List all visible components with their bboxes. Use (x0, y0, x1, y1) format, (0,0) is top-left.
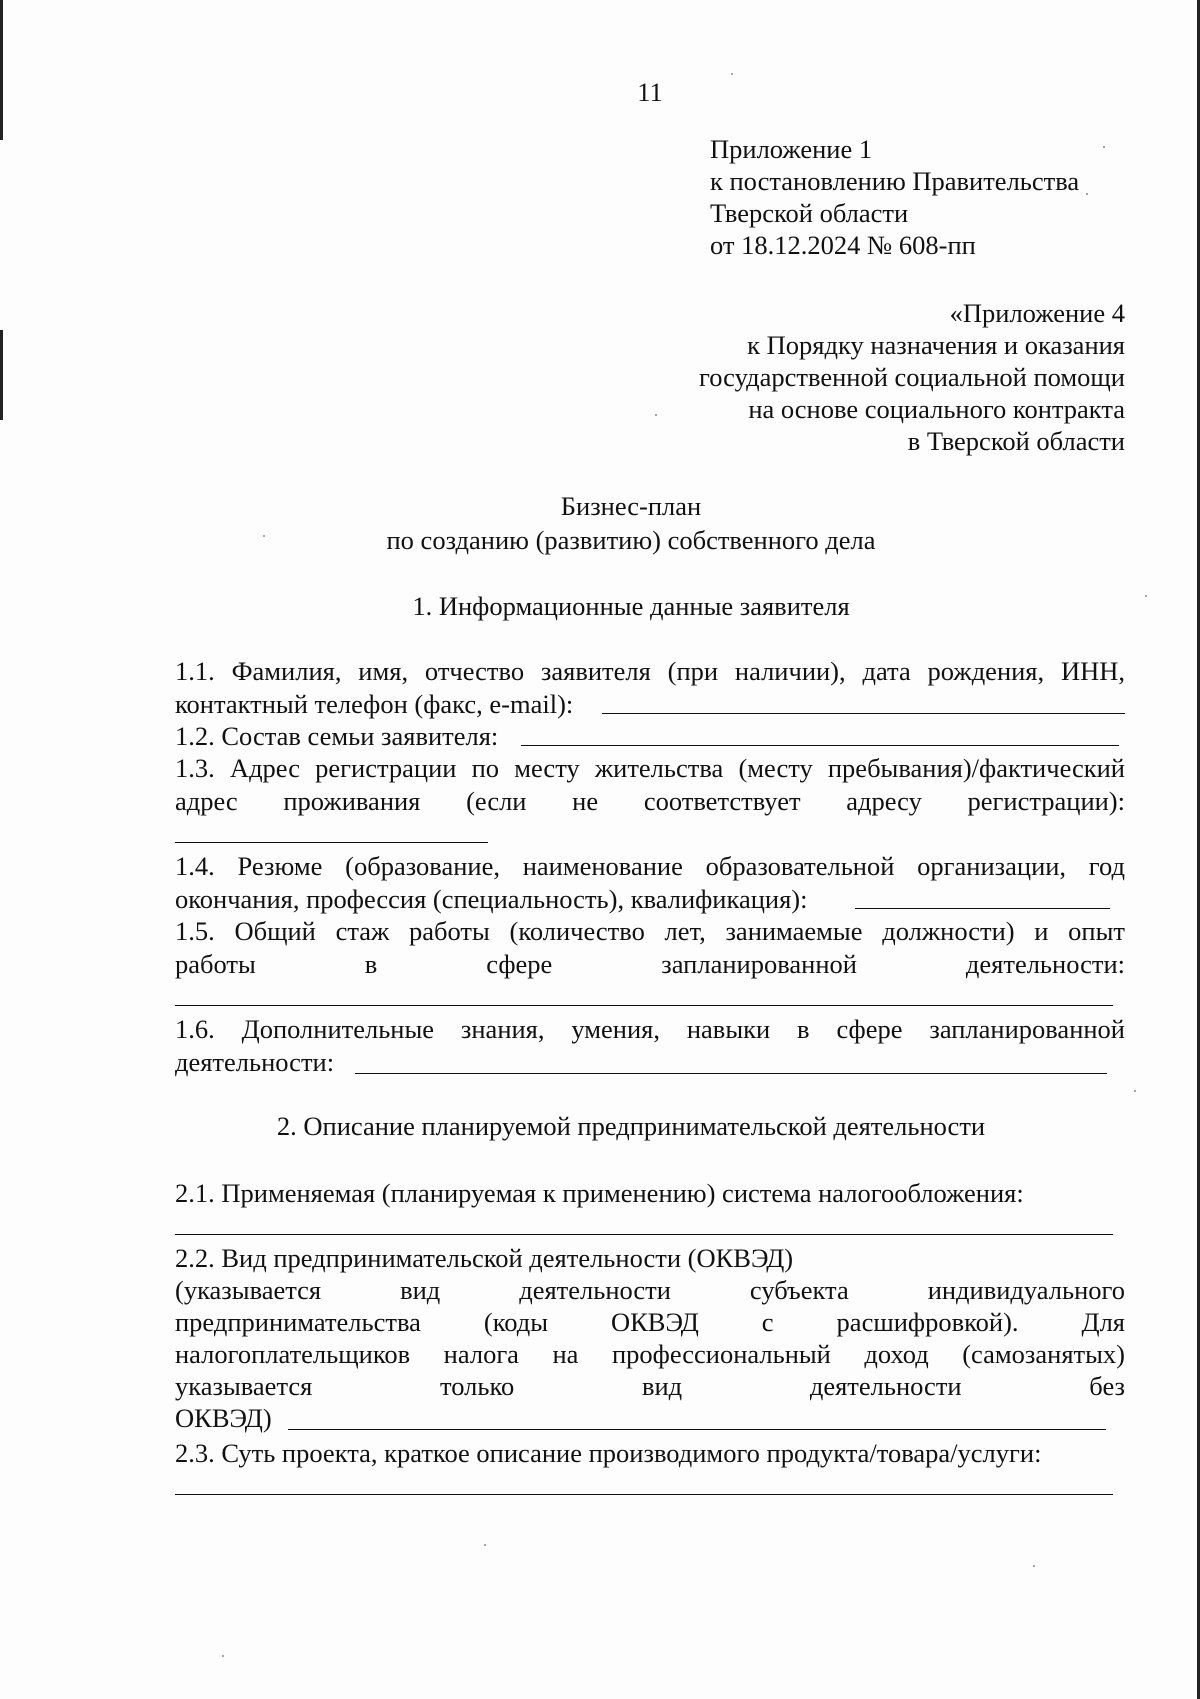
appendix1-line4: от 18.12.2024 № 608-пп (710, 230, 976, 260)
item-2-2-line3: предпринимательства (коды ОКВЭД с расшифровкой). Для (175, 1307, 1125, 1337)
item-2-1-fill-line[interactable] (175, 1234, 1113, 1235)
appendix4-line2: к Порядку назначения и оказания (747, 330, 1125, 360)
item-2-2-line2: (указывается вид деятельности субъекта индивидуального (175, 1275, 1125, 1305)
scan-speck (1033, 1565, 1035, 1567)
item-1-6-fill-line[interactable] (355, 1073, 1107, 1074)
item-1-1-line2: контактный телефон (факс, e-mail): (175, 689, 574, 719)
item-1-3-line1: 1.3. Адрес регистрации по месту жительства (месту пребывания)/фактический (175, 753, 1125, 783)
item-2-2-fill-line[interactable] (288, 1429, 1106, 1430)
appendix1-line2: к постановлению Правительства (710, 166, 1080, 196)
doc-subtitle: по созданию (развитию) собственного дела (386, 525, 876, 555)
scan-speck (1103, 146, 1105, 148)
item-1-4-fill-line[interactable] (855, 908, 1110, 909)
appendix1-line1: Приложение 1 (710, 134, 873, 164)
doc-title: Бизнес-план (560, 491, 702, 521)
scan-speck (484, 1544, 486, 1546)
item-1-6-line2: деятельности: (175, 1047, 335, 1077)
item-2-2-line5: указывается только вид деятельности без (175, 1371, 1125, 1401)
item-1-3-fill-line[interactable] (175, 842, 488, 843)
item-2-1: 2.1. Применяемая (планируемая к применению) система налогообложения: (175, 1178, 1024, 1208)
item-1-4-line1: 1.4. Резюме (образование, наименование образовательной организации, год (175, 851, 1125, 881)
section2-heading: 2. Описание планируемой предпринимательской деятельности (276, 1111, 986, 1141)
item-1-1-line1: 1.1. Фамилия, имя, отчество заявителя (при наличии), дата рождения, ИНН, (175, 656, 1125, 686)
scan-speck (1086, 193, 1088, 195)
scan-speck (1134, 1090, 1136, 1092)
item-2-3-fill-line[interactable] (175, 1494, 1113, 1495)
item-2-2-line4: налогоплательщиков налога на профессиональный доход (самозанятых) (175, 1339, 1125, 1369)
item-1-2-fill-line[interactable] (521, 745, 1119, 746)
scan-speck (1145, 595, 1147, 597)
scan-speck (222, 1655, 224, 1657)
item-1-3-line2: адрес проживания (если не соответствует адресу регистрации): (175, 786, 1125, 816)
section1-heading: 1. Информационные данные заявителя (412, 591, 850, 621)
item-1-5-line1: 1.5. Общий стаж работы (количество лет, занимаемые должности) и опыт (175, 916, 1125, 946)
item-2-2-line6: ОКВЭД) (175, 1403, 272, 1433)
appendix4-line4: на основе социального контракта (748, 394, 1125, 424)
item-1-5-line2: работы в сфере запланированной деятельности: (175, 949, 1125, 979)
item-2-3: 2.3. Суть проекта, краткое описание производимого продукта/товара/услуги: (175, 1438, 1042, 1468)
page-number: 11 (637, 77, 663, 107)
appendix4-line1: «Приложение 4 (949, 298, 1125, 328)
item-1-4-line2: окончания, профессия (специальность), квалификация): (175, 884, 808, 914)
item-1-1-fill-line[interactable] (602, 713, 1125, 714)
scan-speck (655, 414, 657, 416)
item-1-2: 1.2. Состав семьи заявителя: (175, 721, 499, 751)
appendix4-line3: государственной социальной помощи (699, 362, 1125, 392)
appendix4-line5: в Тверской области (907, 426, 1125, 456)
scan-speck (731, 73, 733, 75)
item-1-5-fill-line[interactable] (175, 1005, 1113, 1006)
item-2-2-line1: 2.2. Вид предпринимательской деятельности (ОКВЭД) (175, 1243, 794, 1273)
appendix1-line3: Тверской области (710, 198, 909, 228)
item-1-6-line1: 1.6. Дополнительные знания, умения, навыки в сфере запланированной (175, 1014, 1125, 1044)
scan-speck (263, 535, 265, 537)
